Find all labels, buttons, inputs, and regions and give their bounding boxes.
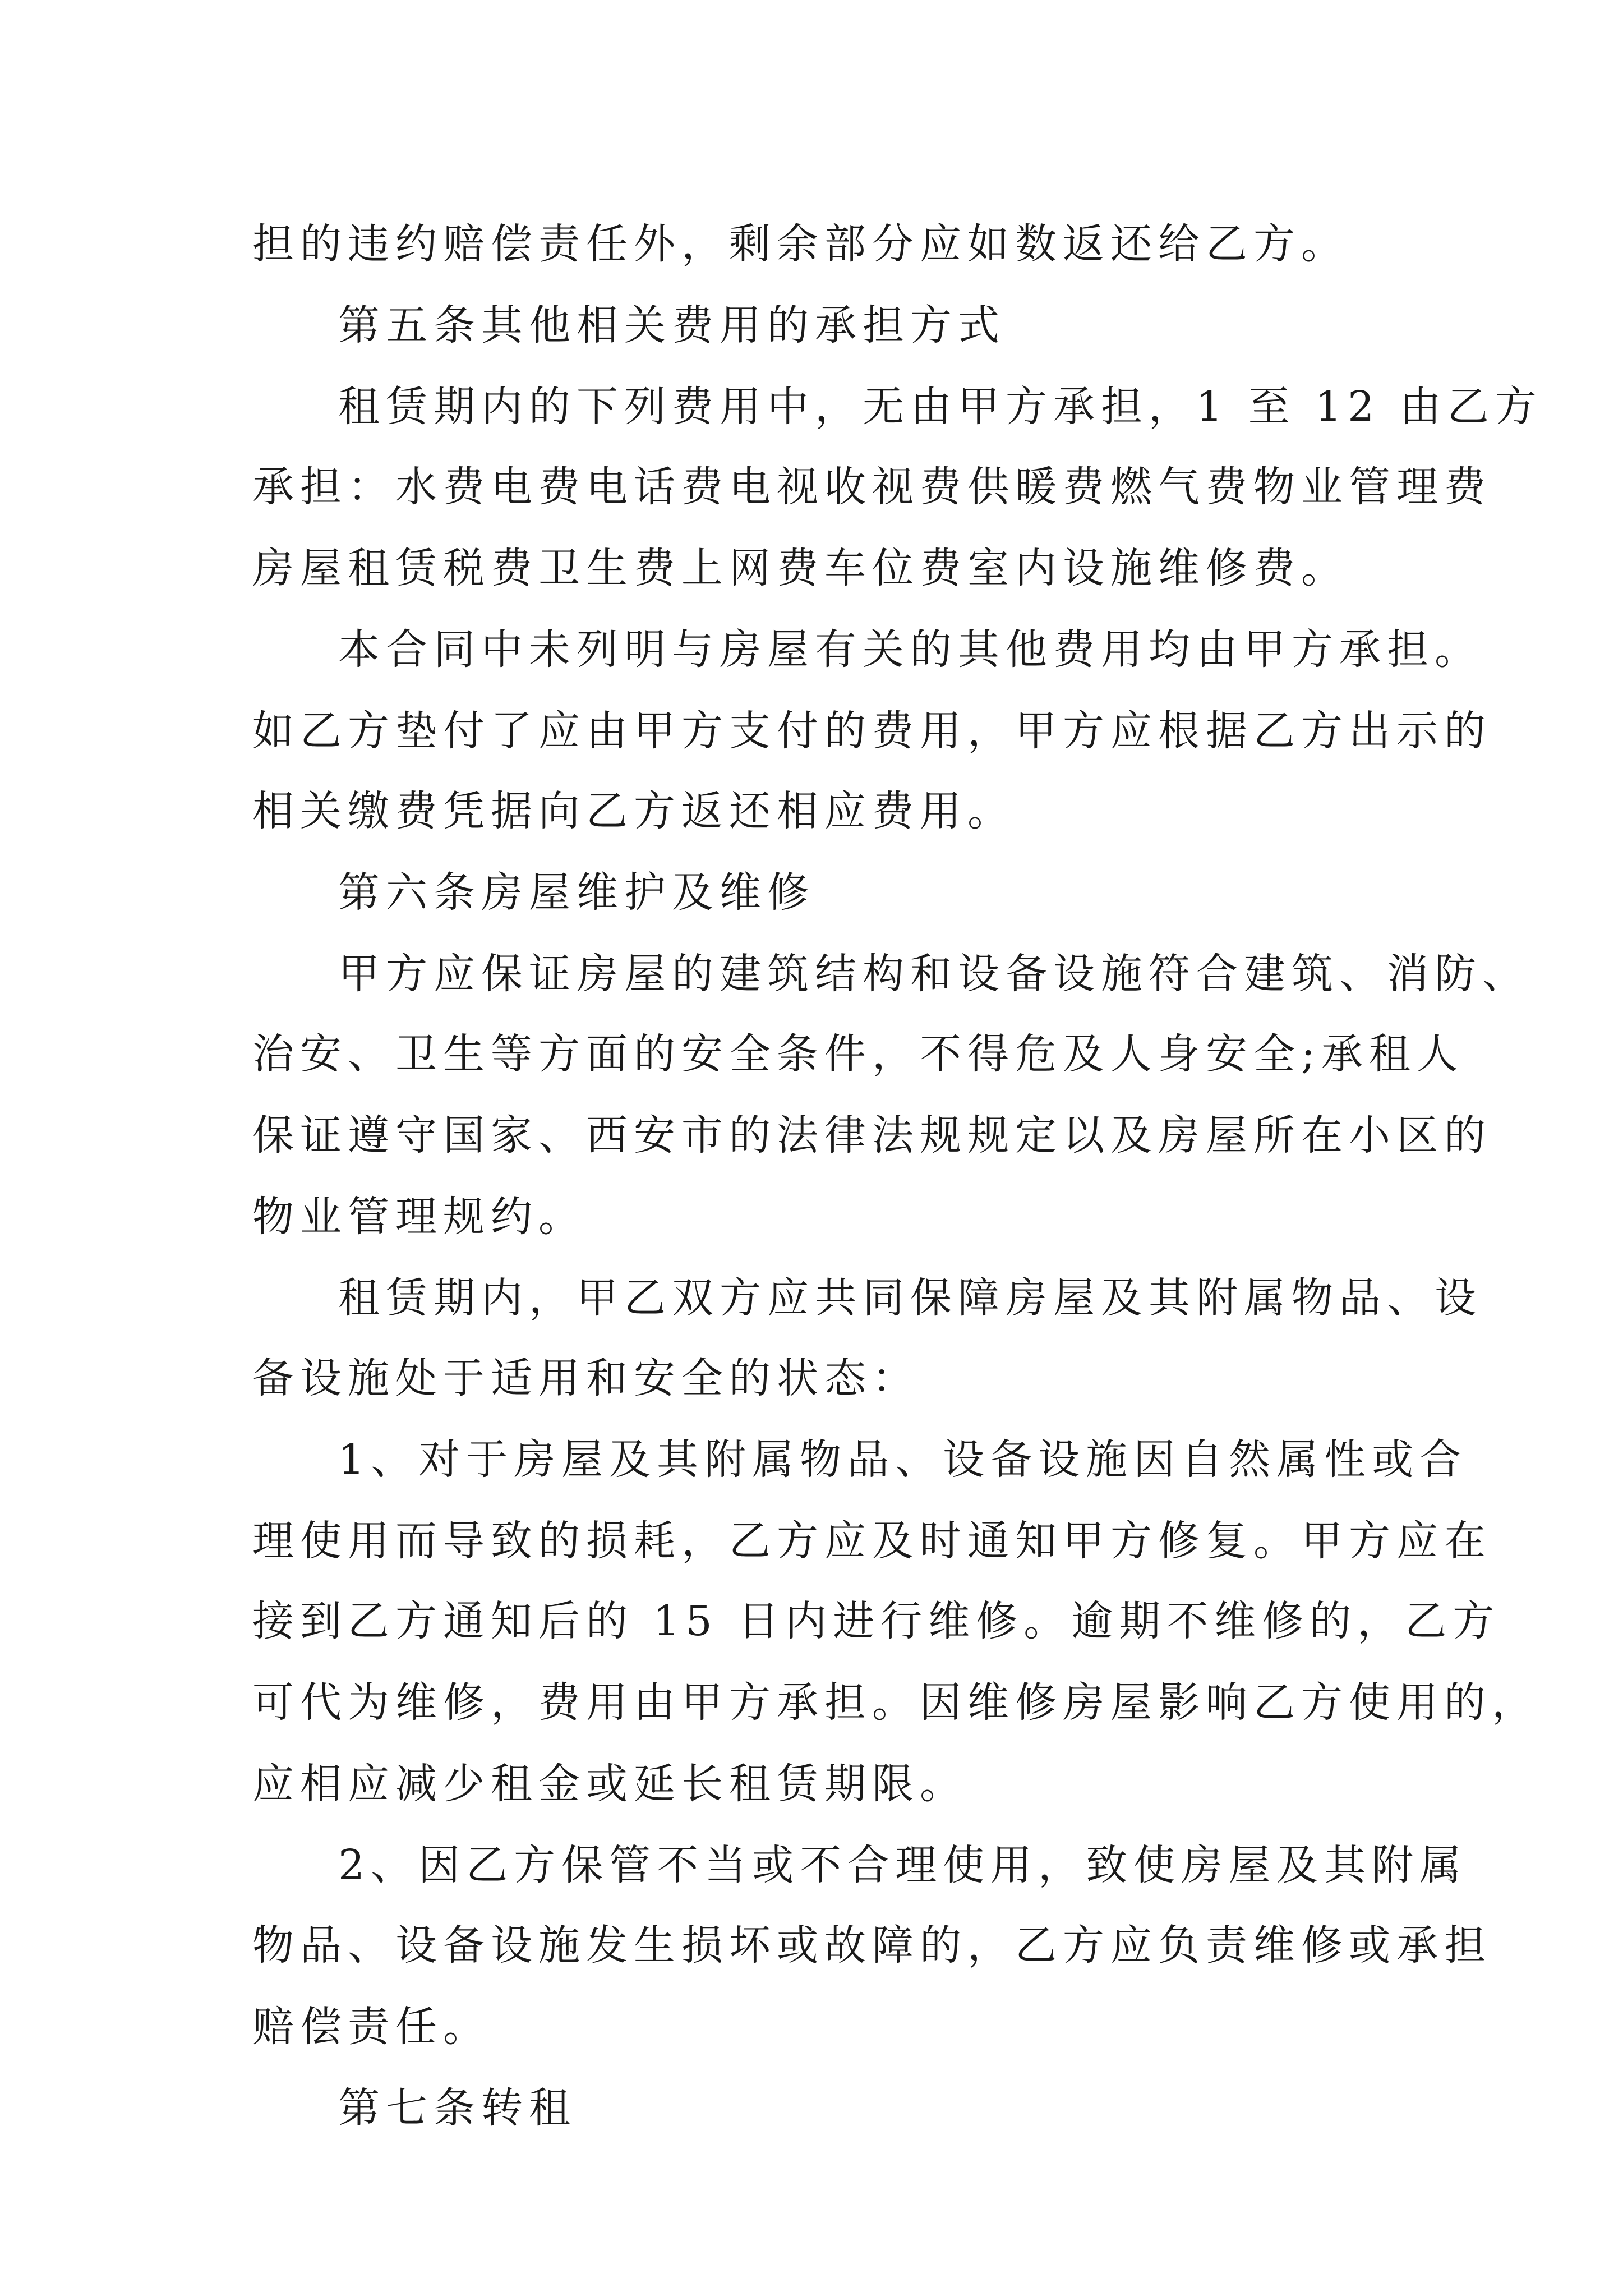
text-line: 保证遵守国家、西安市的法律法规规定以及房屋所在小区的 <box>252 1111 1492 1159</box>
text-line: 承担：水费电费电话费电视收视费供暖费燃气费物业管理费 <box>252 463 1492 511</box>
text-line: 物品、设备设施发生损坏或故障的，乙方应负责维修或承担 <box>252 1921 1492 1970</box>
section-heading-5: 第五条其他相关费用的承担方式 <box>338 301 1006 349</box>
text-line: 理使用而导致的损耗，乙方应及时通知甲方修复。甲方应在 <box>252 1517 1492 1565</box>
text-line: 物业管理规约。 <box>252 1193 586 1241</box>
section-heading-6: 第六条房屋维护及维修 <box>338 868 815 917</box>
text-line: 赔偿责任。 <box>252 2003 491 2051</box>
text-line: 2、因乙方保管不当或不合理使用，致使房屋及其附属 <box>338 1841 1468 1889</box>
text-line: 接到乙方通知后的 15 日内进行维修。逾期不维修的，乙方 <box>252 1597 1501 1645</box>
text-line: 如乙方垫付了应由甲方支付的费用，甲方应根据乙方出示的 <box>252 707 1492 755</box>
section-heading-7: 第七条转租 <box>338 2084 577 2132</box>
text-line: 应相应减少租金或延长租赁期限。 <box>252 1760 967 1808</box>
text-line: 租赁期内，甲乙双方应共同保障房屋及其附属物品、设 <box>338 1274 1482 1322</box>
text-line: 租赁期内的下列费用中，无由甲方承担，1 至 12 由乙方 <box>338 383 1543 431</box>
text-line: 甲方应保证房屋的建筑结构和设备设施符合建筑、消防、 <box>338 950 1530 998</box>
text-line: 房屋租赁税费卫生费上网费车位费室内设施维修费。 <box>252 544 1349 592</box>
text-line: 1、对于房屋及其附属物品、设备设施因自然属性或合 <box>338 1435 1468 1484</box>
text-line: 担的违约赔偿责任外，剩余部分应如数返还给乙方。 <box>252 220 1349 268</box>
text-line: 可代为维修，费用由甲方承担。因维修房屋影响乙方使用的， <box>252 1678 1539 1727</box>
text-line: 本合同中未列明与房屋有关的其他费用均由甲方承担。 <box>338 625 1482 674</box>
text-line: 相关缴费凭据向乙方返还相应费用。 <box>252 787 1015 835</box>
text-line: 备设施处于适用和安全的状态： <box>252 1354 920 1402</box>
text-line: 治安、卫生等方面的安全条件，不得危及人身安全;承租人 <box>252 1030 1464 1078</box>
